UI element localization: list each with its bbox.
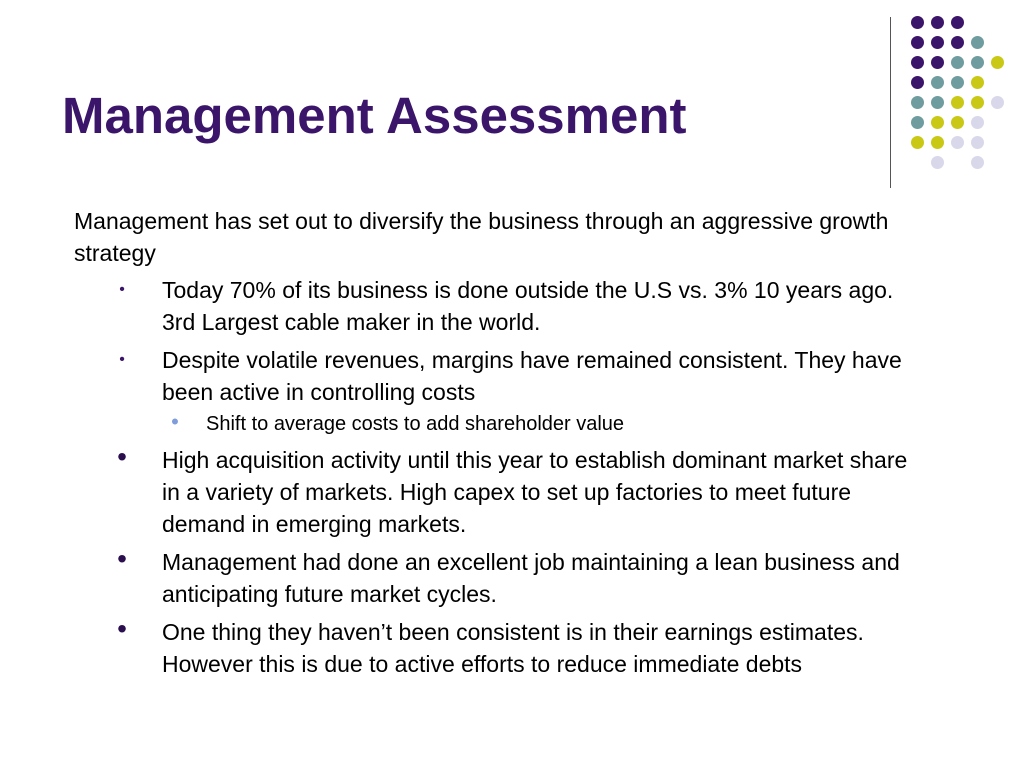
bullet-text: High acquisition activity until this year to establish dominant market share in a variety of markets. High capex to set up factories to meet future demand in emerging markets. (162, 447, 908, 537)
bullet-text: Today 70% of its business is done outside the U.S vs. 3% 10 years ago. 3rd Largest cable maker in the world. (162, 277, 894, 335)
decorative-dot (931, 76, 944, 89)
bullet-marker: • (119, 351, 125, 368)
decorative-dot (971, 56, 984, 69)
bullet-text: Despite volatile revenues, margins have remained consistent. They have been active in controlling costs (162, 347, 902, 405)
decorative-dot (971, 36, 984, 49)
decorative-dot (951, 36, 964, 49)
decorative-dot (971, 76, 984, 89)
decorative-dot (991, 96, 1004, 109)
slide-body (74, 205, 924, 686)
decorative-dot (991, 56, 1004, 69)
decorative-dot (971, 156, 984, 169)
decorative-dot (951, 56, 964, 69)
decorative-dot (911, 16, 924, 29)
bullet-marker: • (117, 441, 127, 472)
decorative-dot (911, 136, 924, 149)
bullet-item (74, 441, 924, 540)
bullet-text: One thing they haven’t been consistent is in their earnings estimates. However this is due to active efforts to reduce immediate debts (162, 619, 864, 677)
bullet-text: Management had done an excellent job maintaining a lean business and anticipating future market cycles. (162, 549, 900, 607)
decorative-dot (931, 136, 944, 149)
decorative-dot (931, 96, 944, 109)
sub-bullet-marker: • (171, 409, 179, 434)
bullet-item (74, 344, 924, 408)
sub-bullet-text: Shift to average costs to add shareholder value (206, 413, 625, 435)
decorative-dot (951, 76, 964, 89)
decorative-dot (911, 76, 924, 89)
decorative-dot (971, 96, 984, 109)
decorative-dot (951, 16, 964, 29)
decorative-dot (951, 116, 964, 129)
decorative-dot (971, 116, 984, 129)
bullet-marker: • (119, 281, 125, 298)
intro-paragraph: Management has set out to diversify the business through an aggressive growth strategy (74, 208, 889, 266)
decorative-dot (931, 56, 944, 69)
bullet-item (74, 613, 924, 680)
decorative-dot (911, 56, 924, 69)
decorative-dot (971, 136, 984, 149)
bullet-marker: • (117, 543, 127, 574)
decorative-dot (951, 96, 964, 109)
decorative-dot (931, 156, 944, 169)
decorative-dot (911, 96, 924, 109)
decorative-dot (931, 16, 944, 29)
title-divider-line (890, 17, 891, 188)
bullet-item (74, 274, 924, 338)
sub-bullet-item (74, 410, 924, 438)
decorative-dot (911, 36, 924, 49)
bullet-item (74, 543, 924, 610)
decorative-dot (931, 36, 944, 49)
decorative-dot (911, 116, 924, 129)
slide-title: Management Assessment (62, 87, 687, 144)
decorative-dot (951, 136, 964, 149)
decorative-dot (931, 116, 944, 129)
bullet-marker: • (117, 613, 127, 644)
